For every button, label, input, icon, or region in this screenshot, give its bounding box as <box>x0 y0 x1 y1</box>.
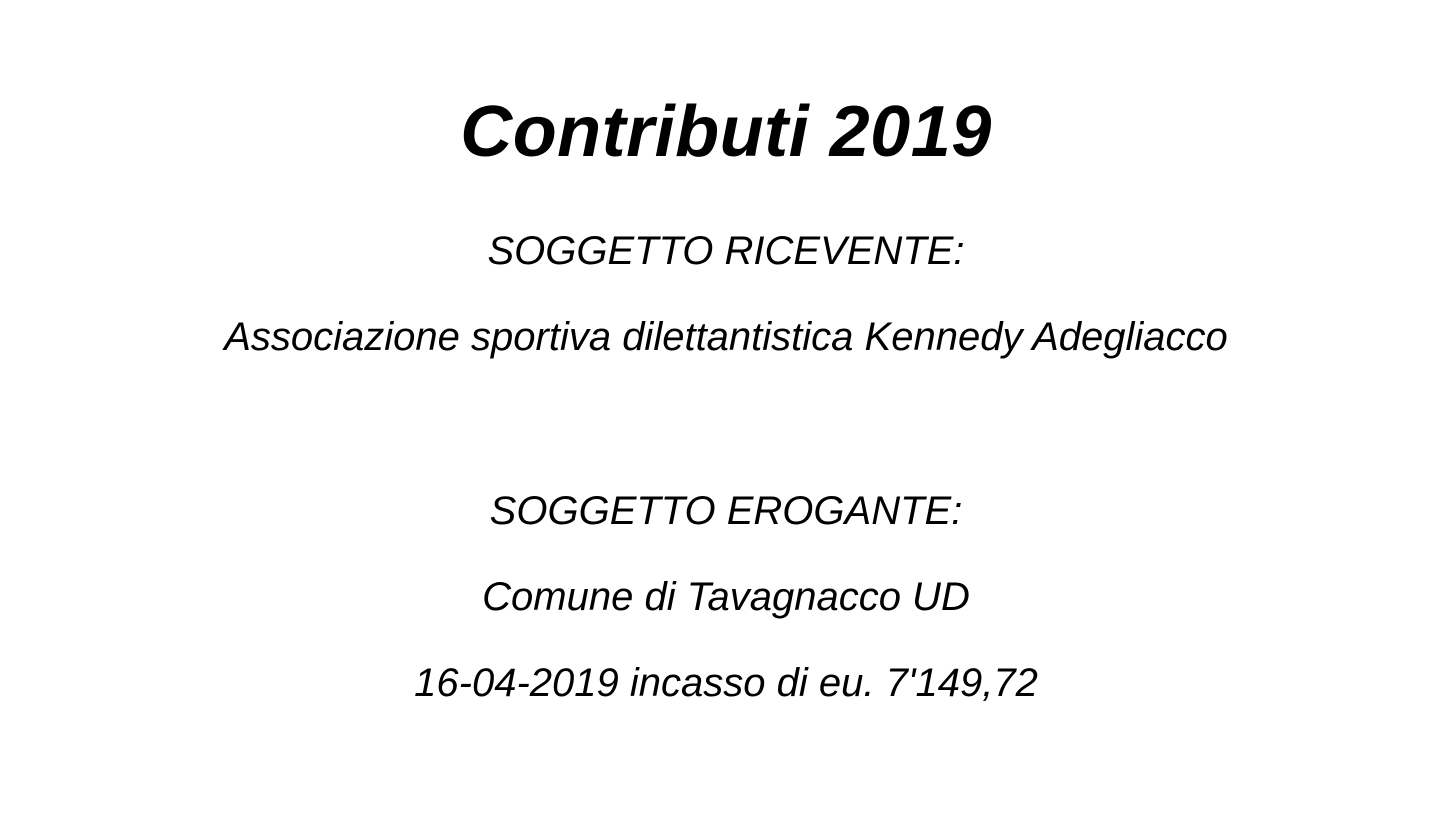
recipient-heading: SOGGETTO RICEVENTE: <box>487 229 965 273</box>
recipient-name: Associazione sportiva dilettantistica Kennedy Adegliacco <box>224 315 1228 359</box>
payment-line: 16-04-2019 incasso di eu. 7'149,72 <box>414 661 1038 705</box>
document-title: Contributi 2019 <box>460 92 992 172</box>
donor-name: Comune di Tavagnacco UD <box>482 575 970 619</box>
donor-heading: SOGGETTO EROGANTE: <box>489 489 963 533</box>
